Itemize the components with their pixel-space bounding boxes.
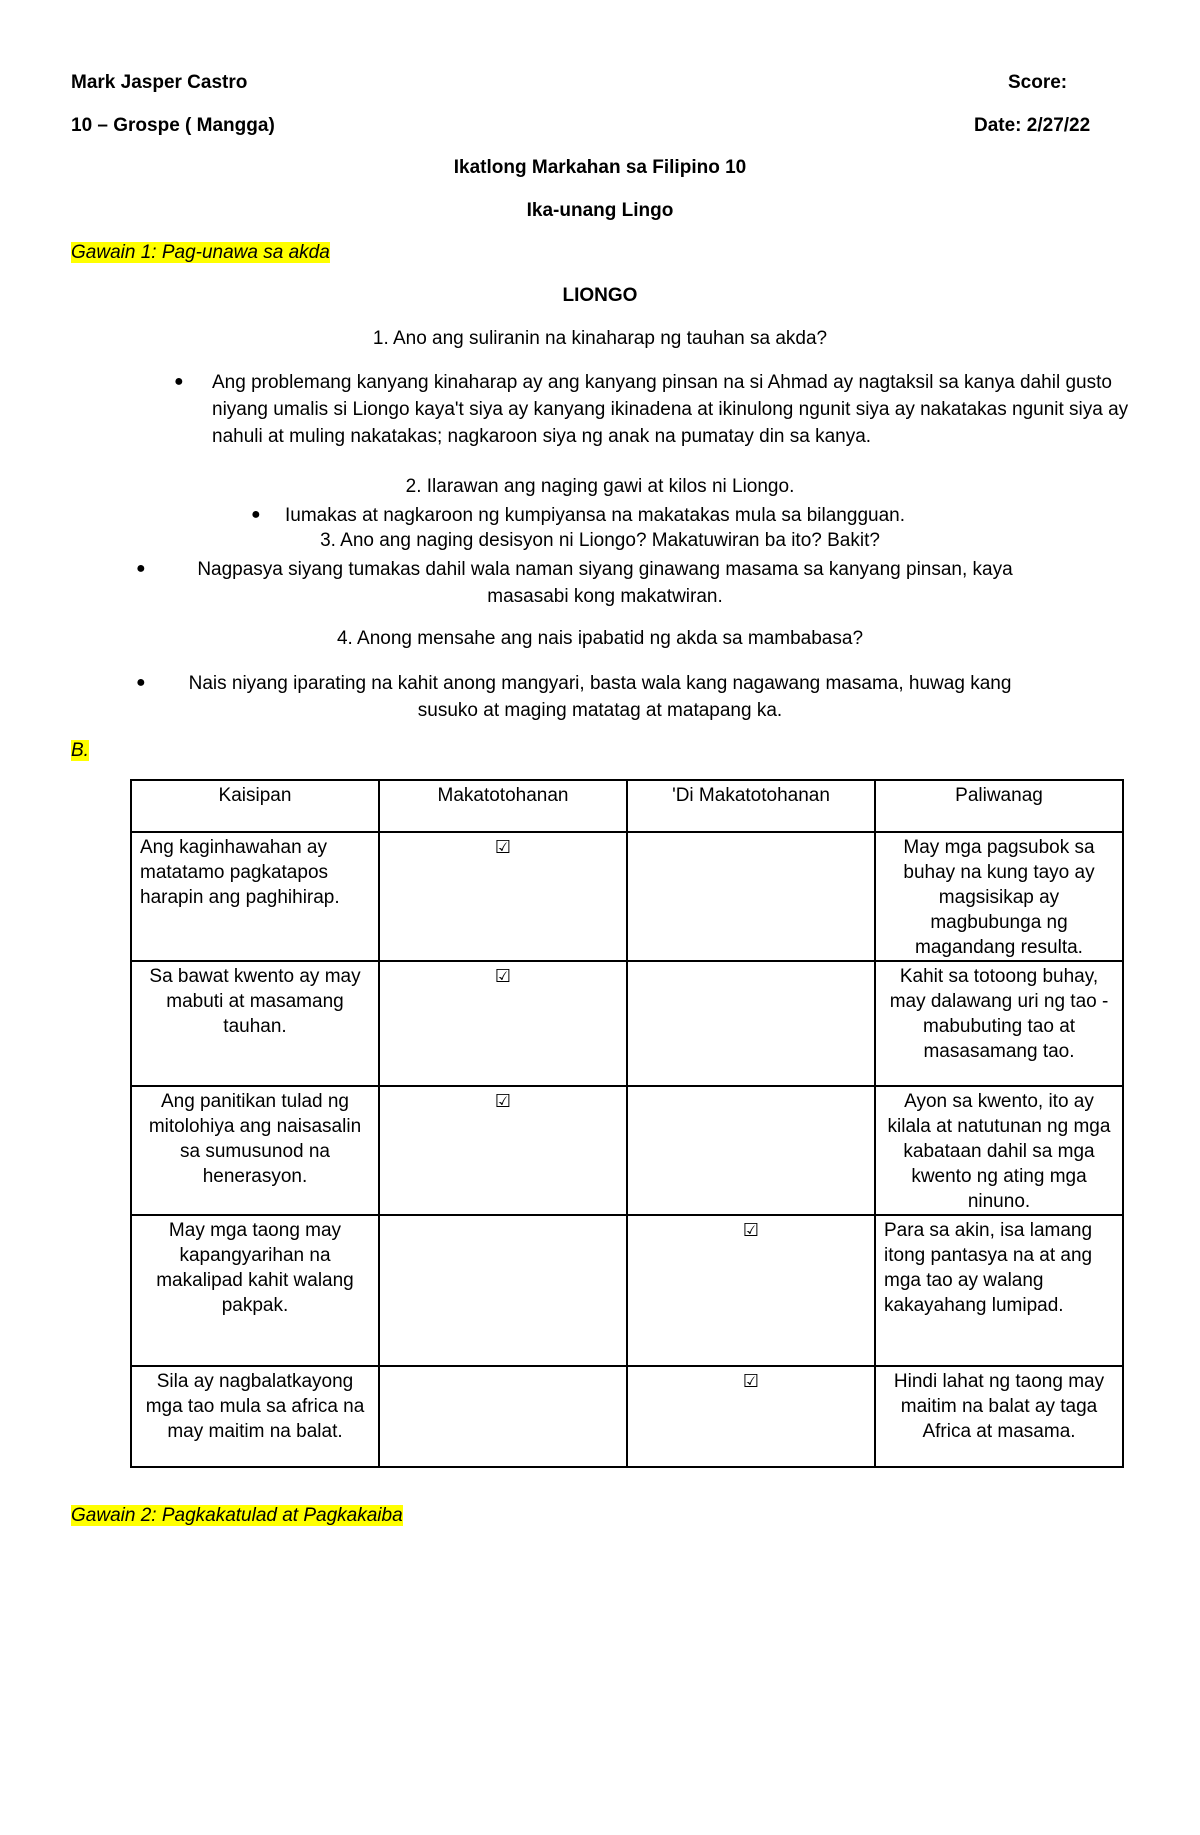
table-row <box>131 1086 1123 1215</box>
table-header-row <box>131 780 1123 832</box>
date-label: Date: 2/27/22 <box>974 115 1091 136</box>
score-label: Score: <box>1008 72 1068 93</box>
story-title: LIONGO <box>562 285 638 306</box>
paliwanag-cell: May mga pagsubok sa buhay na kung tayo ay magsisikap ay magbubunga ng magandang resulta. <box>875 832 1123 961</box>
empty-cell <box>627 961 875 1086</box>
kaisipan-cell: May mga taong may kapangyarihan na makalipad kahit walang pakpak. <box>131 1215 379 1366</box>
gawain2-heading-text: Gawain 2: Pagkakatulad at Pagkakaiba <box>71 1505 403 1526</box>
document-title: Ikatlong Markahan sa Filipino 10 <box>453 157 747 178</box>
header-paliwanag: Paliwanag <box>875 780 1123 832</box>
section-b-text: B. <box>71 740 89 761</box>
empty-cell <box>379 1366 627 1467</box>
paliwanag-cell: Para sa akin, isa lamang itong pantasya na at ang mga tao ay walang kakayahang lumipad. <box>875 1215 1123 1366</box>
answer-2: Iumakas at nagkaroon ng kumpiyansa na makatakas mula sa bilangguan. <box>285 505 905 526</box>
student-name: Mark Jasper Castro <box>71 72 248 93</box>
question-1: 1. Ano ang suliranin na kinaharap ng tauhan sa akda? <box>372 328 828 349</box>
check-icon: ☑ <box>627 1215 875 1366</box>
answer-4: Nais niyang iparating na kahit anong mangyari, basta wala kang nagawang masama, huwag kang susuko at maging matatag at matapang ka. <box>188 673 1012 721</box>
document-subtitle: Ika-unang Lingo <box>526 200 674 221</box>
kaisipan-cell: Ang panitikan tulad ng mitolohiya ang naisasalin sa sumusunod na henerasyon. <box>131 1086 379 1215</box>
header-di-makatotohanan: 'Di Makatotohanan <box>627 780 875 832</box>
paliwanag-cell: Hindi lahat ng taong may maitim na balat ay taga Africa at masama. <box>875 1366 1123 1467</box>
kaisipan-cell: Sa bawat kwento ay may mabuti at masamang tauhan. <box>131 961 379 1086</box>
check-icon: ☑ <box>379 961 627 1086</box>
kaisipan-cell: Sila ay nagbalatkayong mga tao mula sa africa na may maitim na balat. <box>131 1366 379 1467</box>
table-row <box>131 832 1123 961</box>
check-icon: ☑ <box>627 1366 875 1467</box>
paliwanag-cell: Ayon sa kwento, ito ay kilala at natutunan ng mga kabataan dahil sa mga kwento ng ating mga ninuno. <box>875 1086 1123 1215</box>
question-3: 3. Ano ang naging desisyon ni Liongo? Makatuwiran ba ito? Bakit? <box>320 530 880 551</box>
student-section: 10 – Grospe ( Mangga) <box>71 115 275 136</box>
answer-1: Ang problemang kanyang kinaharap ay ang kanyang pinsan na si Ahmad ay nagtaksil sa kanya dahil gusto niyang umalis si Liongo kaya't siya ay kanyang ikinadena at ikinulong ngunit siya ay nakatakas ngunit siya ay nahuli at muling nakatakas; nagkaroon siya ng anak na pumatay din sa kanya. <box>212 372 1129 447</box>
empty-cell <box>627 832 875 961</box>
answer-3: Nagpasya siyang tumakas dahil wala naman siyang ginawang masama sa kanyang pinsan, kaya masasabi kong makatwiran. <box>197 559 1013 607</box>
table-row <box>131 1366 1123 1467</box>
gawain2-heading <box>71 1505 403 1527</box>
bullet-icon: ● <box>174 373 184 390</box>
bullet-icon: ● <box>136 560 146 577</box>
kaisipan-table <box>130 779 1124 1468</box>
check-icon: ☑ <box>379 832 627 961</box>
empty-cell <box>379 1215 627 1366</box>
header-kaisipan: Kaisipan <box>131 780 379 832</box>
table-row <box>131 961 1123 1086</box>
empty-cell <box>627 1086 875 1215</box>
question-4: 4. Anong mensahe ang nais ipabatid ng akda sa mambabasa? <box>336 628 864 649</box>
bullet-icon: ● <box>136 674 146 691</box>
question-2: 2. Ilarawan ang naging gawi at kilos ni Liongo. <box>405 476 795 497</box>
section-b-heading <box>71 740 89 762</box>
gawain1-heading <box>71 242 330 264</box>
table-row <box>131 1215 1123 1366</box>
header-makatotohanan: Makatotohanan <box>379 780 627 832</box>
check-icon: ☑ <box>379 1086 627 1215</box>
gawain1-heading-text: Gawain 1: Pag-unawa sa akda <box>71 242 330 263</box>
kaisipan-cell: Ang kaginhawahan ay matatamo pagkatapos harapin ang paghihirap. <box>131 832 379 961</box>
paliwanag-cell: Kahit sa totoong buhay, may dalawang uri ng tao - mabubuting tao at masasamang tao. <box>875 961 1123 1086</box>
bullet-icon: ● <box>251 506 261 523</box>
